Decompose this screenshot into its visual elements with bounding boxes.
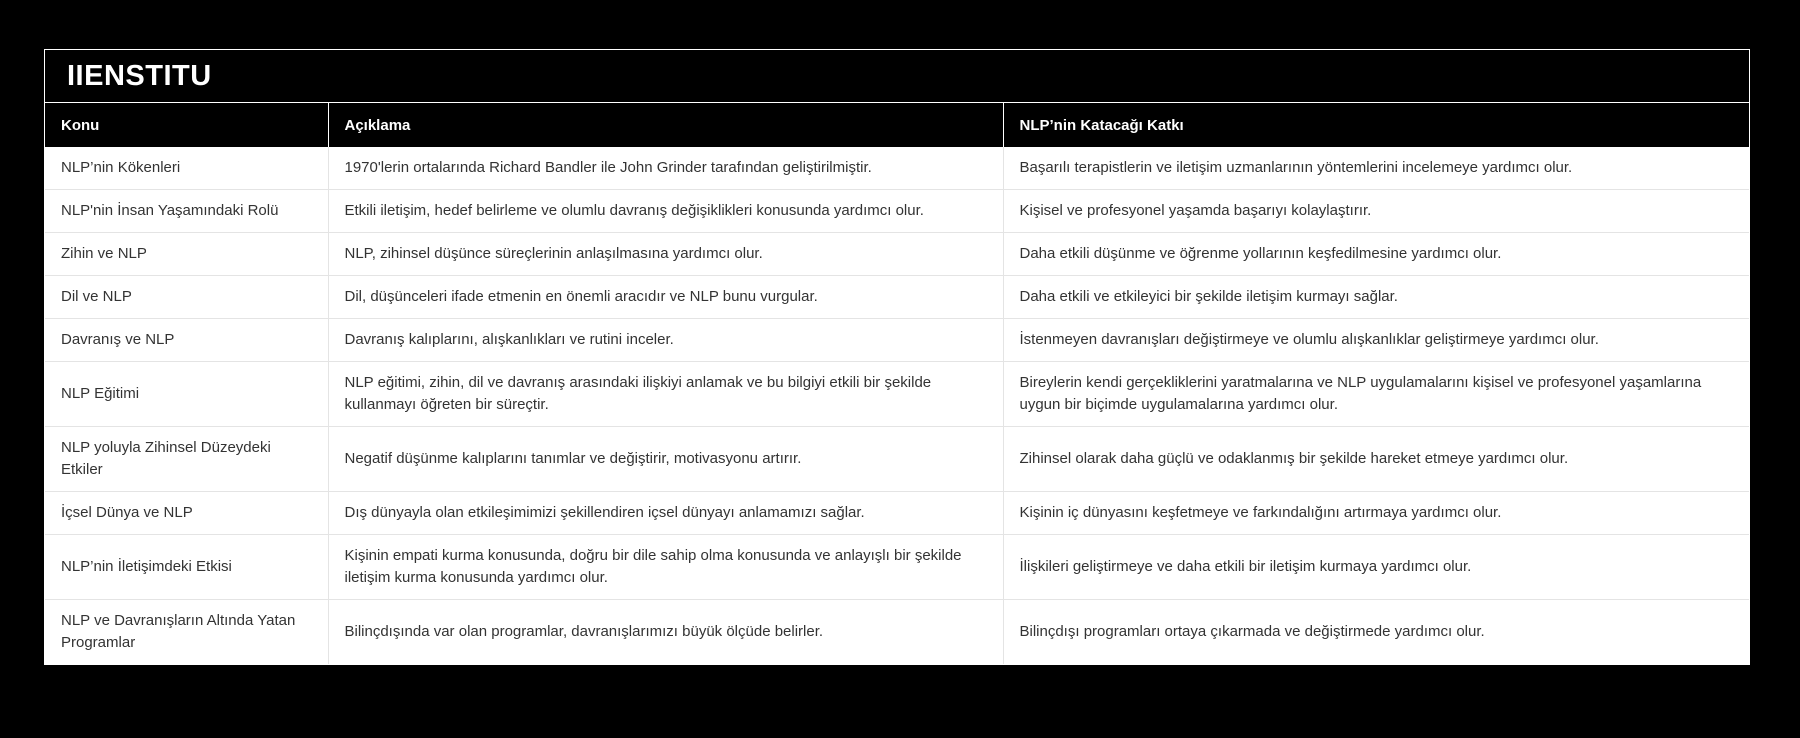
cell-katki: Zihinsel olarak daha güçlü ve odaklanmış bir şekilde hareket etmeye yardımcı olur. <box>1003 427 1749 492</box>
card-title-band <box>45 50 1749 103</box>
cell-katki: İlişkileri geliştirmeye ve daha etkili bir iletişim kurmaya yardımcı olur. <box>1003 535 1749 600</box>
cell-katki: Daha etkili düşünme ve öğrenme yollarının keşfedilmesine yardımcı olur. <box>1003 233 1749 276</box>
table-row <box>45 319 1749 362</box>
cell-katki: İstenmeyen davranışları değiştirmeye ve olumlu alışkanlıklar geliştirmeye yardımcı olur. <box>1003 319 1749 362</box>
table-body <box>45 147 1749 664</box>
cell-aciklama: Negatif düşünme kalıplarını tanımlar ve değiştirir, motivasyonu artırır. <box>328 427 1003 492</box>
cell-konu: NLP ve Davranışların Altında Yatan Programlar <box>45 600 328 665</box>
brand-title: IIENSTITU <box>67 59 212 92</box>
cell-aciklama: Dış dünyayla olan etkileşimimizi şekillendiren içsel dünyayı anlamamızı sağlar. <box>328 492 1003 535</box>
cell-katki: Kişisel ve profesyonel yaşamda başarıyı kolaylaştırır. <box>1003 190 1749 233</box>
table-row <box>45 190 1749 233</box>
cell-konu: NLP Eğitimi <box>45 362 328 427</box>
cell-konu: NLP'nin İnsan Yaşamındaki Rolü <box>45 190 328 233</box>
table-row <box>45 492 1749 535</box>
cell-aciklama: Etkili iletişim, hedef belirleme ve olumlu davranış değişiklikleri konusunda yardımcı olur. <box>328 190 1003 233</box>
cell-aciklama: Bilinçdışında var olan programlar, davranışlarımızı büyük ölçüde belirler. <box>328 600 1003 665</box>
cell-konu: NLP’nin Kökenleri <box>45 147 328 190</box>
column-header-konu: Konu <box>45 103 328 147</box>
cell-konu: İçsel Dünya ve NLP <box>45 492 328 535</box>
table-row <box>45 276 1749 319</box>
column-header-katki: NLP’nin Katacağı Katkı <box>1003 103 1749 147</box>
cell-aciklama: Davranış kalıplarını, alışkanlıkları ve rutini inceler. <box>328 319 1003 362</box>
nlp-topics-table <box>45 103 1749 664</box>
cell-konu: Dil ve NLP <box>45 276 328 319</box>
table-row <box>45 233 1749 276</box>
cell-aciklama: Dil, düşünceleri ifade etmenin en önemli aracıdır ve NLP bunu vurgular. <box>328 276 1003 319</box>
table-header-row <box>45 103 1749 147</box>
cell-katki: Kişinin iç dünyasını keşfetmeye ve farkındalığını artırmaya yardımcı olur. <box>1003 492 1749 535</box>
cell-konu: NLP yoluyla Zihinsel Düzeydeki Etkiler <box>45 427 328 492</box>
table-row <box>45 535 1749 600</box>
cell-katki: Bireylerin kendi gerçekliklerini yaratmalarına ve NLP uygulamalarını kişisel ve profesyonel yaşamlarına uygun bir biçimde uygulamalarına yardımcı olur. <box>1003 362 1749 427</box>
nlp-table-card <box>44 49 1750 665</box>
cell-katki: Başarılı terapistlerin ve iletişim uzmanlarının yöntemlerini incelemeye yardımcı olur. <box>1003 147 1749 190</box>
table-row <box>45 600 1749 665</box>
cell-konu: Zihin ve NLP <box>45 233 328 276</box>
cell-konu: Davranış ve NLP <box>45 319 328 362</box>
cell-aciklama: 1970'lerin ortalarında Richard Bandler ile John Grinder tarafından geliştirilmiştir. <box>328 147 1003 190</box>
cell-katki: Daha etkili ve etkileyici bir şekilde iletişim kurmayı sağlar. <box>1003 276 1749 319</box>
cell-konu: NLP’nin İletişimdeki Etkisi <box>45 535 328 600</box>
table-row <box>45 362 1749 427</box>
cell-katki: Bilinçdışı programları ortaya çıkarmada ve değiştirmede yardımcı olur. <box>1003 600 1749 665</box>
cell-aciklama: NLP eğitimi, zihin, dil ve davranış arasındaki ilişkiyi anlamak ve bu bilgiyi etkili bir şekilde kullanmayı öğreten bir süreçtir. <box>328 362 1003 427</box>
column-header-aciklama: Açıklama <box>328 103 1003 147</box>
table-header <box>45 103 1749 147</box>
table-row <box>45 147 1749 190</box>
table-row <box>45 427 1749 492</box>
cell-aciklama: NLP, zihinsel düşünce süreçlerinin anlaşılmasına yardımcı olur. <box>328 233 1003 276</box>
cell-aciklama: Kişinin empati kurma konusunda, doğru bir dile sahip olma konusunda ve anlayışlı bir şekilde iletişim kurma konusunda yardımcı olur. <box>328 535 1003 600</box>
